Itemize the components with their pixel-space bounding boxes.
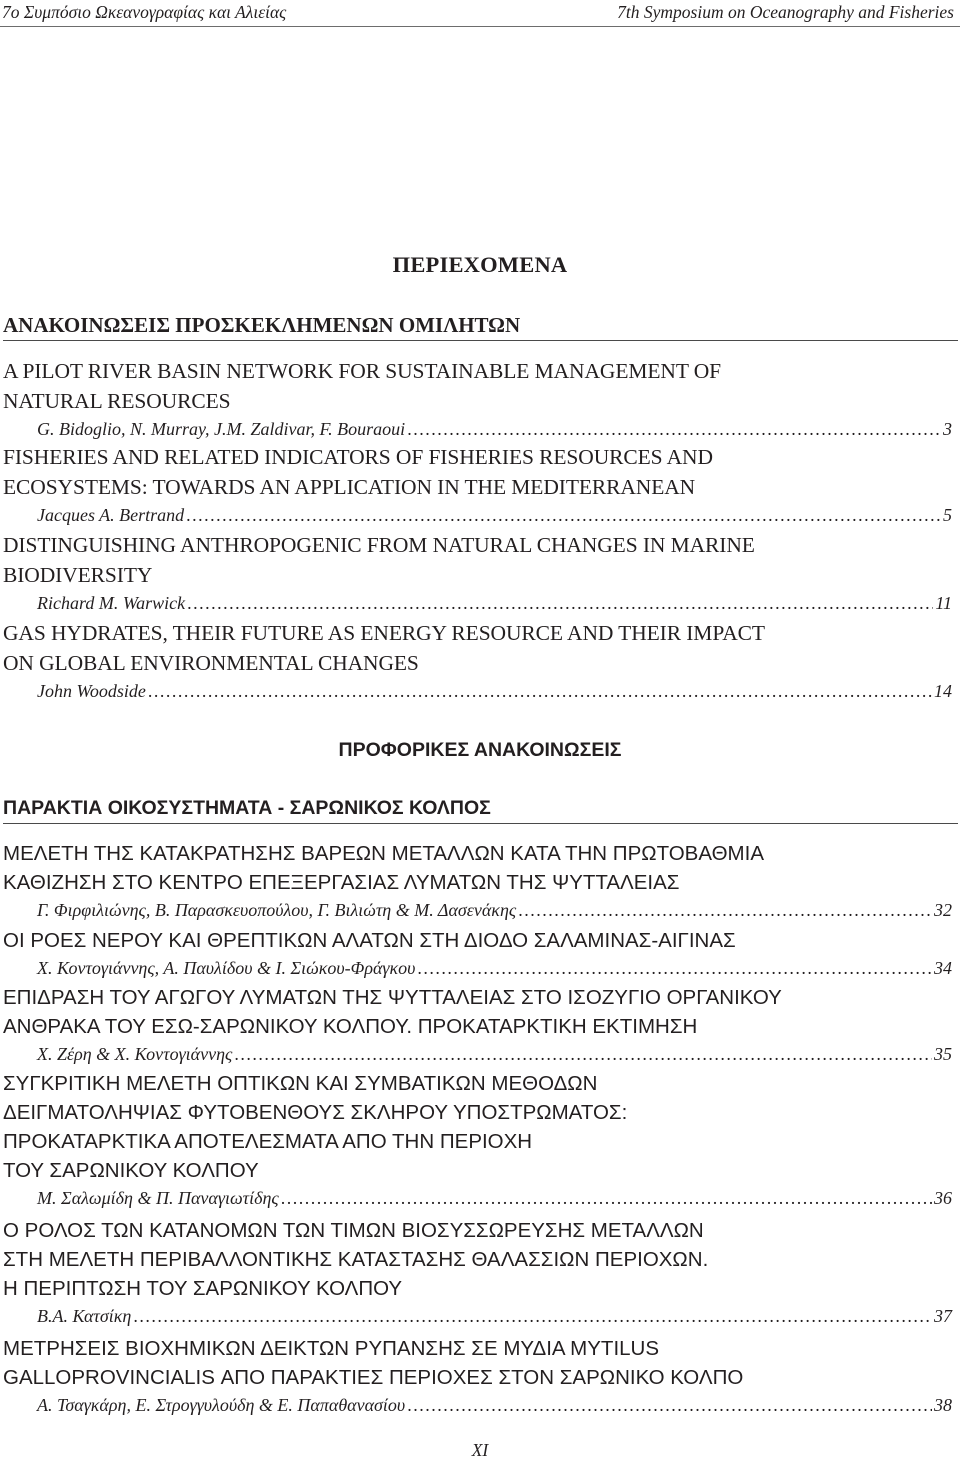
toc-entry[interactable] (3, 618, 958, 704)
coastal-section-heading: ΠΑΡΑΚΤΙΑ ΟΙΚΟΣΥΣΤΗΜΑΤΑ - ΣΑΡΩΝΙΚΟΣ ΚΟΛΠΟΣ (3, 795, 958, 824)
dot-leader (518, 897, 932, 923)
entry-authors: Μ. Σαλωμίδη & Π. Παναγιωτίδης (37, 1188, 279, 1208)
toc-entry[interactable] (3, 442, 958, 528)
entry-title-line: ΑΝΘΡΑΚΑ ΤΟΥ ΕΣΩ-ΣΑΡΩΝΙΚΟΥ ΚΟΛΠΟΥ. ΠΡΟΚΑΤΑΡΚΤΙΚΗ ΕΚΤΙΜΗΣΗ (3, 1015, 698, 1038)
entry-title-line: Ο ΡΟΛΟΣ ΤΩΝ ΚΑΤΑΝΟΜΩΝ ΤΩΝ ΤΙΜΩΝ ΒΙΟΣΥΣΣΩΡΕΥΣΗΣ ΜΕΤΑΛΛΩΝ (3, 1219, 704, 1242)
entry-title-line: BIODIVERSITY (3, 563, 153, 587)
dot-leader (417, 955, 932, 981)
toc-entry[interactable] (3, 1216, 958, 1329)
entry-title-line: A PILOT RIVER BASIN NETWORK FOR SUSTAINABLE MANAGEMENT OF (3, 359, 722, 383)
entry-title-line: FISHERIES AND RELATED INDICATORS OF FISHERIES RESOURCES AND (3, 445, 713, 469)
toc-entry[interactable] (3, 983, 958, 1067)
toc-entry[interactable] (3, 530, 958, 616)
dot-leader (148, 678, 932, 704)
dot-leader (407, 416, 941, 442)
dot-leader (234, 1041, 932, 1067)
entry-title-line: ΠΡΟΚΑΤΑΡΚΤΙΚΑ ΑΠΟΤΕΛΕΣΜΑΤΑ ΑΠΟ ΤΗΝ ΠΕΡΙΟΧΗ (3, 1130, 533, 1153)
toc-entry[interactable] (3, 1334, 958, 1418)
entry-title-line: ΜΕΛΕΤΗ ΤΗΣ ΚΑΤΑΚΡΑΤΗΣΗΣ ΒΑΡΕΩΝ ΜΕΤΑΛΛΩΝ ΚΑΤΑ ΤΗΝ ΠΡΩΤΟΒΑΘΜΙΑ (3, 842, 764, 865)
running-header (0, 0, 960, 27)
entry-page-number[interactable]: 37 (934, 1306, 952, 1326)
entry-byline (37, 416, 952, 442)
entry-page-number[interactable]: 35 (934, 1044, 952, 1064)
toc-entry[interactable] (3, 926, 958, 981)
page-folio: XI (471, 1440, 489, 1460)
entry-byline (37, 1185, 952, 1211)
entry-authors: Α. Τσαγκάρη, Ε. Στρογγυλούδη & Ε. Παπαθανασίου (37, 1395, 406, 1415)
entry-title-line: ΟΙ ΡΟΕΣ ΝΕΡΟΥ ΚΑΙ ΘΡΕΠΤΙΚΩΝ ΑΛΑΤΩΝ ΣΤΗ ΔΙΟΔΟ ΣΑΛΑΜΙΝΑΣ-ΑΙΓΙΝΑΣ (3, 929, 736, 952)
entry-authors: G. Bidoglio, N. Murray, J.M. Zaldivar, F. Bouraoui (37, 419, 406, 439)
entry-byline (37, 678, 952, 704)
entry-title-line: ΤΟΥ ΣΑΡΩΝΙΚΟΥ ΚΟΛΠΟΥ (3, 1159, 259, 1182)
entry-page-number[interactable]: 34 (934, 958, 952, 978)
entry-byline (37, 897, 952, 923)
toc-entry[interactable] (3, 839, 958, 923)
entry-byline (37, 590, 952, 616)
invited-section-heading: ΑΝΑΚΟΙΝΩΣΕΙΣ ΠΡΟΣΚΕΚΛΗΜΕΝΩΝ ΟΜΙΛΗΤΩΝ (3, 312, 958, 341)
entry-byline (37, 1041, 952, 1067)
dot-leader (186, 502, 941, 528)
entry-byline (37, 1303, 952, 1329)
entry-title-line: ΜΕΤΡΗΣΕΙΣ ΒΙΟΧΗΜΙΚΩΝ ΔΕΙΚΤΩΝ ΡΥΠΑΝΣΗΣ ΣΕ ΜΥΔΙΑ MYTILUS (3, 1337, 660, 1360)
entry-title-line: ON GLOBAL ENVIRONMENTAL CHANGES (3, 651, 419, 675)
entry-authors: Γ. Φιρφιλιώνης, Β. Παρασκευοπούλου, Γ. Βιλιώτη & Μ. Δασενάκης (37, 900, 517, 920)
entry-page-number[interactable]: 38 (934, 1395, 952, 1415)
entry-title-line: ΔΕΙΓΜΑΤΟΛΗΨΙΑΣ ΦΥΤΟΒΕΝΘΟΥΣ ΣΚΛΗΡΟΥ ΥΠΟΣΤΡΩΜΑΤΟΣ: (3, 1101, 628, 1124)
dot-leader (187, 590, 933, 616)
toc-entry[interactable] (3, 356, 958, 442)
entry-byline (37, 1392, 952, 1418)
oral-presentations-heading: ΠΡΟΦΟΡΙΚΕΣ ΑΝΑΚΟΙΝΩΣΕΙΣ (338, 739, 622, 761)
entry-title-line: ΚΑΘΙΖΗΣΗ ΣΤΟ ΚΕΝΤΡΟ ΕΠΕΞΕΡΓΑΣΙΑΣ ΛΥΜΑΤΩΝ ΤΗΣ ΨΥΤΤΑΛΕΙΑΣ (3, 871, 680, 894)
entry-authors: John Woodside (37, 681, 146, 701)
dot-leader (281, 1185, 932, 1211)
toc-entry[interactable] (3, 1069, 958, 1211)
entry-authors: Richard M. Warwick (37, 593, 186, 613)
header-english-title: 7th Symposium on Oceanography and Fisheries (617, 2, 954, 22)
entry-title-line: GAS HYDRATES, THEIR FUTURE AS ENERGY RESOURCE AND THEIR IMPACT (3, 621, 765, 645)
entry-page-number[interactable]: 36 (934, 1188, 952, 1208)
entry-page-number[interactable]: 3 (943, 419, 952, 439)
entry-title-line: Η ΠΕΡΙΠΤΩΣΗ ΤΟΥ ΣΑΡΩΝΙΚΟΥ ΚΟΛΠΟΥ (3, 1277, 403, 1300)
dot-leader (133, 1303, 932, 1329)
entry-page-number[interactable]: 32 (934, 900, 952, 920)
entry-title-line: GALLOPROVINCIALIS ΑΠΟ ΠΑΡΑΚΤΙΕΣ ΠΕΡΙΟΧΕΣ ΣΤΟΝ ΣΑΡΩΝΙΚΟ ΚΟΛΠΟ (3, 1366, 744, 1389)
entry-title-line: DISTINGUISHING ANTHROPOGENIC FROM NATURAL CHANGES IN MARINE (3, 533, 755, 557)
header-greek-title: 7ο Συμπόσιο Ωκεανογραφίας και Αλιείας (2, 2, 287, 22)
entry-title-line: ΣΤΗ ΜΕΛΕΤΗ ΠΕΡΙΒΑΛΛΟΝΤΙΚΗΣ ΚΑΤΑΣΤΑΣΗΣ ΘΑΛΑΣΣΙΩΝ ΠΕΡΙΟΧΩΝ. (3, 1248, 709, 1271)
entry-page-number[interactable]: 5 (943, 505, 952, 525)
page-title: ΠΕΡΙΕΧΟΜΕΝΑ (392, 252, 568, 277)
entry-title-line: ΕΠΙΔΡΑΣΗ ΤΟΥ ΑΓΩΓΟΥ ΛΥΜΑΤΩΝ ΤΗΣ ΨΥΤΤΑΛΕΙΑΣ ΣΤΟ ΙΣΟΖΥΓΙΟ ΟΡΓΑΝΙΚΟΥ (3, 986, 782, 1009)
entry-byline (37, 502, 952, 528)
entry-byline (37, 955, 952, 981)
entry-page-number[interactable]: 14 (934, 681, 952, 701)
entry-title-line: ECOSYSTEMS: TOWARDS AN APPLICATION IN THE MEDITERRANEAN (3, 475, 696, 499)
entry-authors: Χ. Ζέρη & Χ. Κοντογιάννης (37, 1044, 233, 1064)
entry-title-line: NATURAL RESOURCES (3, 389, 231, 413)
entry-authors: Β.Α. Κατσίκη (37, 1306, 132, 1326)
entry-page-number[interactable]: 11 (935, 593, 952, 613)
entry-title-line: ΣΥΓΚΡΙΤΙΚΗ ΜΕΛΕΤΗ ΟΠΤΙΚΩΝ ΚΑΙ ΣΥΜΒΑΤΙΚΩΝ ΜΕΘΟΔΩΝ (3, 1072, 598, 1095)
entry-authors: Jacques A. Bertrand (37, 505, 185, 525)
dot-leader (407, 1392, 932, 1418)
entry-authors: Χ. Κοντογιάννης, Α. Παυλίδου & Ι. Σιώκου-Φράγκου (37, 958, 416, 978)
